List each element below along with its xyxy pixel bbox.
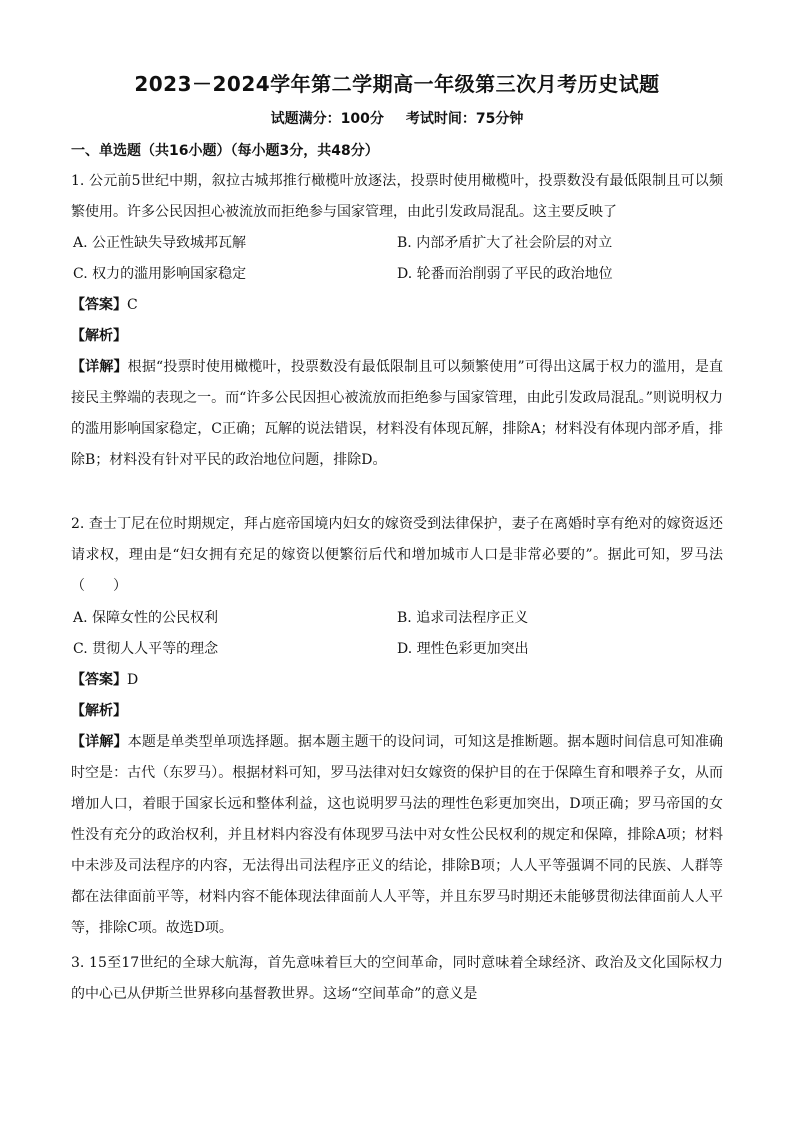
- answer-value: C: [127, 297, 138, 313]
- answer-value: D: [127, 672, 139, 688]
- analysis-label: 【解析】: [71, 328, 127, 344]
- answer-label: 【答案】: [71, 297, 127, 313]
- detail-label: 【详解】: [71, 734, 128, 750]
- question-3-stem: 3. 15至17世纪的全球大航海，首先意味着巨大的空间革命，同时意味着全球经济、政治及文化国际权力的中心已从伊斯兰世界移向基督教世界。这场“空间革命”的意义是: [71, 955, 723, 1002]
- score-info: 试题满分：100分: [270, 111, 384, 127]
- question-1-option-d[interactable]: D. 轮番而治削弱了平民的政治地位: [397, 266, 613, 282]
- answer-label: 【答案】: [71, 672, 127, 688]
- time-info: 考试时间：75分钟: [405, 111, 524, 127]
- question-1-analysis: [71, 326, 127, 346]
- question-2-option-b[interactable]: B. 追求司法程序正义: [397, 610, 529, 626]
- question-1-stem: 1. 公元前5世纪中期，叙拉古城邦推行橄榄叶放逐法，投票时使用橄榄叶，投票数没有最低限制且可以频繁使用。许多公民因担心被流放而拒绝参与国家管理，由此引发政局混乱。这主要反映了: [71, 173, 723, 220]
- section-heading: 一、单选题（共16小题）（每小题3分，共48分）: [71, 143, 379, 159]
- question-2-answer: [71, 670, 138, 690]
- page-title: 2023－2024学年第二学期高一年级第三次月考历史试题: [134, 72, 660, 96]
- question-2-option-c[interactable]: C. 贯彻人人平等的理念: [73, 641, 219, 657]
- question-1-option-b[interactable]: B. 内部矛盾扩大了社会阶层的对立: [397, 235, 613, 251]
- question-2-detail: [71, 727, 723, 944]
- question-1-option-a[interactable]: A. 公正性缺失导致城邦瓦解: [73, 235, 247, 251]
- question-2-option-a[interactable]: A. 保障女性的公民权利: [73, 610, 219, 626]
- analysis-label: 【解析】: [71, 703, 127, 719]
- detail-label: 【详解】: [71, 359, 128, 375]
- detail-text: 本题是单类型单项选择题。据本题主题干的设问词，可知这是推断题。据本题时间信息可知准确时空是：古代（东罗马）。根据材料可知，罗马法律对妇女嫁资的保护目的在于保障生育和喂养子女，从而增加人口，着眼于国家长远和整体利益，这也说明罗马法的理性色彩更加突出，D项正确；罗马帝国的女性没有充分的政治权利，并且材料内容没有体现罗马法中对女性公民权利的规定和保障，排除A项；材料中未涉及司法程序的内容，无法得出司法程序正义的结论，排除B项；人人平等强调不同的民族、人群等都在法律面前平等，材料内容不能体现法律面前人人平等，并且东罗马时期还未能够贯彻法律面前人人平等，排除C项。故选D项。: [71, 734, 724, 936]
- question-2-stem: 2. 查士丁尼在位时期规定，拜占庭帝国境内妇女的嫁资受到法律保护，妻子在离婚时享有绝对的嫁资返还请求权，理由是“妇女拥有充足的嫁资以便繁衍后代和增加城市人口是非常必要的”。据此可知，罗马法（ ）: [71, 516, 723, 594]
- question-2-analysis: [71, 701, 127, 721]
- question-1-answer: [71, 295, 138, 315]
- question-2-option-d[interactable]: D. 理性色彩更加突出: [397, 641, 529, 657]
- detail-text: 根据“投票时使用橄榄叶，投票数没有最低限制且可以频繁使用”可得出这属于权力的滥用，是直接民主弊端的表现之一。而“许多公民因担心被流放而拒绝参与国家管理，由此引发政局混乱。”则说明权力的滥用影响国家稳定，C正确；瓦解的说法错误，材料没有体现瓦解，排除A；材料没有体现内部矛盾，排除B；材料没有针对平民的政治地位问题，排除D。: [71, 359, 724, 468]
- question-1-detail: [71, 352, 723, 476]
- exam-info: [0, 108, 794, 128]
- question-1-option-c[interactable]: C. 权力的滥用影响国家稳定: [73, 266, 247, 282]
